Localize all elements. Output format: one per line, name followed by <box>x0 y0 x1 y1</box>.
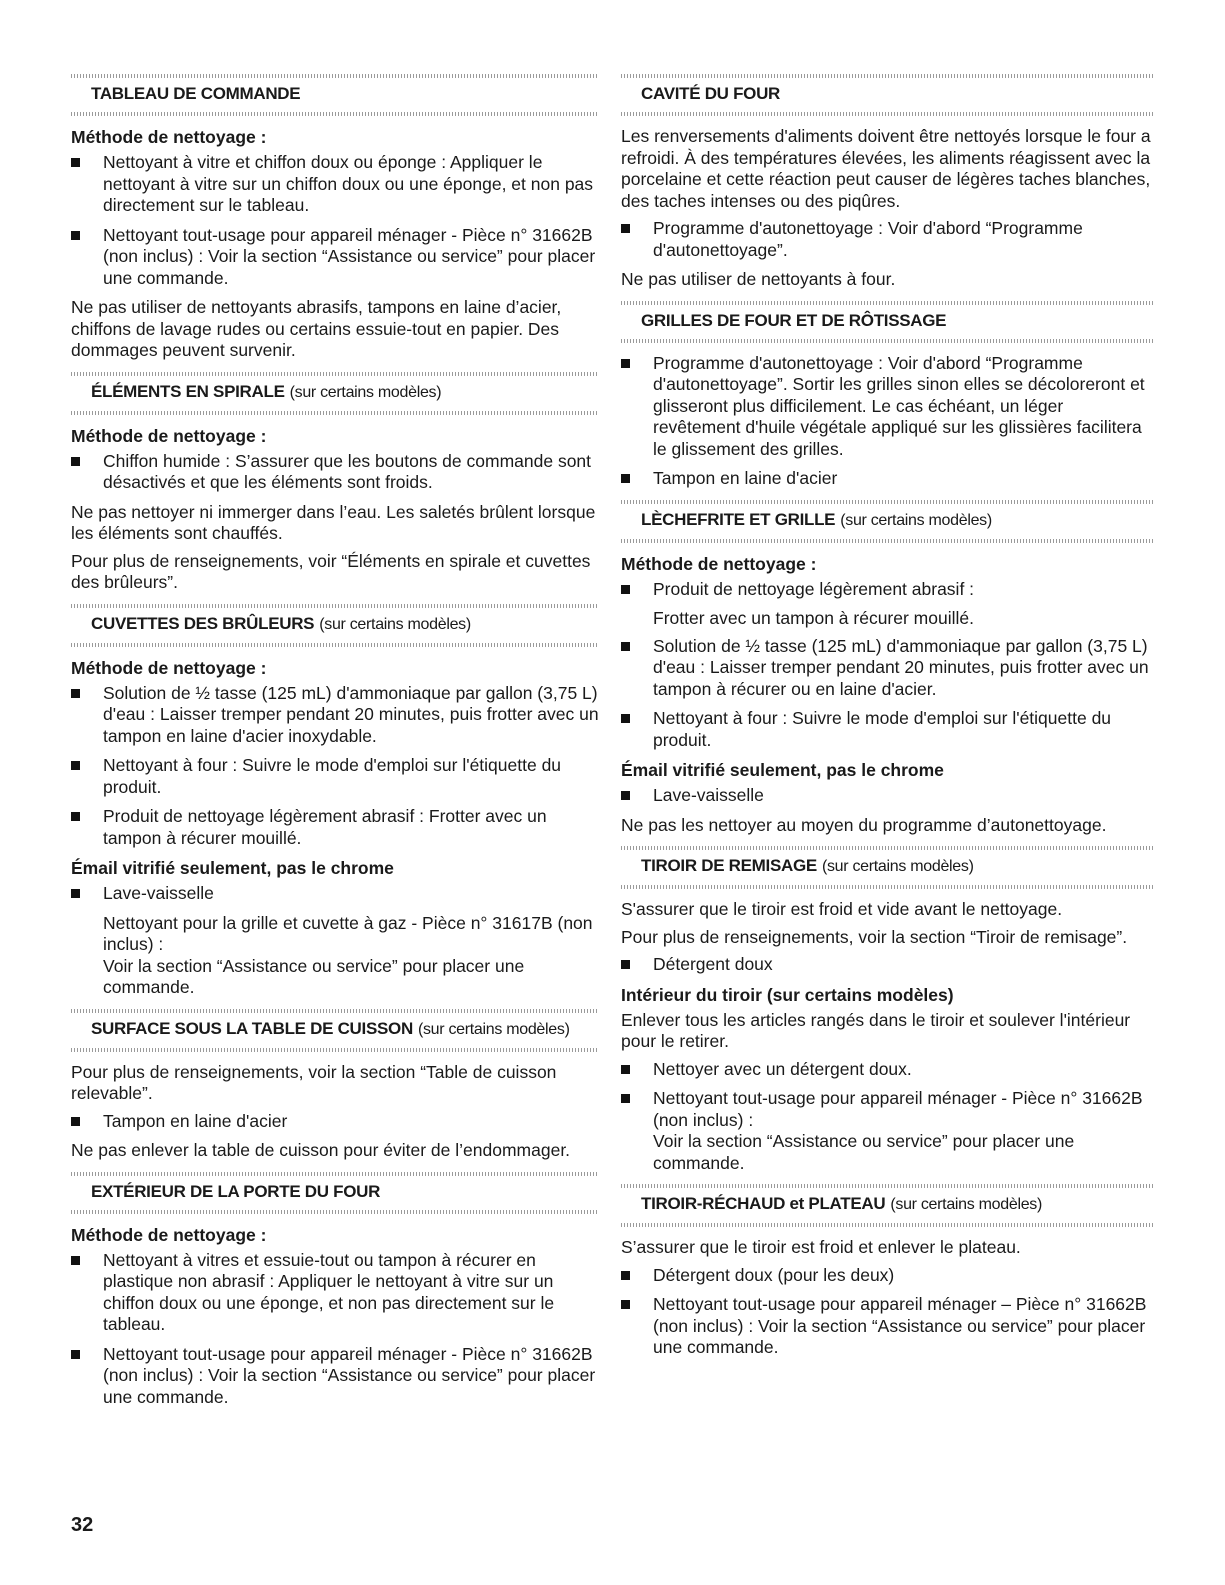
list-item: Solution de ½ tasse (125 mL) d'ammoniaque par gallon (3,75 L) d'eau : Laisser tremper pendant 20 minutes, puis frotter avec un tampon à récurer ou en laine d'acier. <box>621 636 1153 701</box>
continuation-text <box>71 913 599 999</box>
paragraph: Enlever tous les articles rangés dans le tiroir et soulever l'intérieur pour le retirer. <box>621 1009 1131 1051</box>
list-item: Nettoyant tout-usage pour appareil ménager – Pièce n° 31662B (non inclus) : Voir la section “Assistance ou service” pour placer une commande. <box>621 1294 1153 1359</box>
section-cavite-du-four <box>621 74 1153 291</box>
list-item: Tampon en laine d'acier <box>621 468 1153 490</box>
paragraph: Ne pas nettoyer ni immerger dans l’eau. Les saletés brûlent lorsque les éléments sont chauffés. <box>71 501 596 543</box>
continuation-line: Voir la section “Assistance ou service” pour placer une commande. <box>103 955 525 997</box>
interior-heading: Intérieur du tiroir (sur certains modèles) <box>621 984 954 1005</box>
list-item: Programme d'autonettoyage : Voir d'abord “Programme d'autonettoyage”. Sortir les grilles sinon elles se décoloreront et glisseront plus difficilement. Le cas échéant, un léger revêtement d'huile végétale appliqué sur les glissières facilitera le glissement des grilles. <box>621 353 1153 461</box>
list-item: Produit de nettoyage légèrement abrasif : <box>621 579 1153 601</box>
section-note: (sur certains modèles) <box>840 511 992 529</box>
list-item: Nettoyant à vitre et chiffon doux ou éponge : Appliquer le nettoyant à vitre sur un chiffon doux ou une éponge, et non pas directement sur le tableau. <box>71 152 599 217</box>
section-title: EXTÉRIEUR DE LA PORTE DU FOUR <box>91 1181 381 1201</box>
section-title: LÈCHEFRITE ET GRILLE <box>641 509 836 529</box>
section-header <box>71 1009 599 1052</box>
method-heading: Méthode de nettoyage : <box>621 553 817 574</box>
method-heading: Méthode de nettoyage : <box>71 657 267 678</box>
section-tableau-de-commande <box>71 74 599 362</box>
method-heading: Méthode de nettoyage : <box>71 425 267 446</box>
list-item: Chiffon humide : S’assurer que les boutons de commande sont désactivés et que les éléments sont froids. <box>71 451 599 494</box>
paragraph: Ne pas utiliser de nettoyants à four. <box>621 269 896 289</box>
section-lechefrite <box>621 500 1153 837</box>
section-surface-sous-table <box>71 1009 599 1162</box>
section-header <box>71 1172 599 1214</box>
section-header <box>621 500 1153 543</box>
list-item: Lave-vaisselle <box>71 883 599 905</box>
paragraph: Les renversements d'aliments doivent être nettoyés lorsque le four a refroidi. À des températures élevées, les aliments réagissent avec la porcelaine et cette réaction peut causer de légères taches blanches, des taches intenses ou des piqûres. <box>621 126 1151 211</box>
paragraph: Ne pas les nettoyer au moyen du programme d’autonettoyage. <box>621 814 1107 835</box>
section-tiroir-rechaud <box>621 1184 1153 1359</box>
section-title: ÉLÉMENTS EN SPIRALE <box>91 381 285 401</box>
section-header <box>621 74 1153 116</box>
list-item: Tampon en laine d'acier <box>71 1111 599 1133</box>
list-item: Produit de nettoyage légèrement abrasif : Frotter avec un tampon à récurer mouillé. <box>71 806 599 849</box>
bullet-list <box>71 451 599 494</box>
bullet-list <box>71 683 599 850</box>
section-header <box>621 301 1153 343</box>
list-item: Nettoyant à four : Suivre le mode d'emploi sur l'étiquette du produit. <box>621 708 1153 751</box>
bullet-list <box>621 218 1153 261</box>
section-title: TIROIR DE REMISAGE <box>641 856 817 875</box>
list-item: Détergent doux <box>621 954 1153 976</box>
continuation-line: Nettoyant pour la grille et cuvette à gaz - Pièce n° 31617B (non inclus) : <box>103 912 593 954</box>
list-item: Solution de ½ tasse (125 mL) d'ammoniaque par gallon (3,75 L) d'eau : Laisser tremper pendant 20 minutes, puis frotter avec un tampon en laine d'acier inoxydable. <box>71 683 599 748</box>
list-item-continuation: Voir la section “Assistance ou service” pour placer une commande. <box>653 1131 1075 1173</box>
page-number: 32 <box>71 1514 94 1536</box>
list-item: Lave-vaisselle <box>621 785 1153 807</box>
paragraph: Pour plus de renseignements, voir “Éléments en spirale et cuvettes des brûleurs”. <box>71 550 591 592</box>
list-item-text: Nettoyant tout-usage pour appareil ménager - Pièce n° 31662B (non inclus) : <box>653 1088 1143 1130</box>
continuation-text: Frotter avec un tampon à récurer mouillé. <box>653 608 974 628</box>
section-note: (sur certains modèles) <box>319 615 471 633</box>
section-note: (sur certains modèles) <box>890 1196 1043 1213</box>
paragraph: S'assurer que le tiroir est froid et vide avant le nettoyage. <box>621 899 1063 919</box>
section-header <box>621 846 1153 889</box>
bullet-list <box>621 353 1153 490</box>
section-elements-en-spirale <box>71 372 599 594</box>
section-title: TIROIR-RÉCHAUD et PLATEAU <box>641 1194 886 1213</box>
method-heading: Méthode de nettoyage : <box>71 127 267 147</box>
paragraph: S’assurer que le tiroir est froid et enlever le plateau. <box>621 1237 1021 1257</box>
bullet-list <box>621 954 1153 976</box>
section-title: GRILLES DE FOUR ET DE RÔTISSAGE <box>641 310 947 330</box>
bullet-list <box>621 1265 1153 1359</box>
paragraph: Ne pas enlever la table de cuisson pour éviter de l’endommager. <box>71 1140 571 1160</box>
bullet-list <box>71 1250 599 1409</box>
section-note: (sur certains modèles) <box>289 383 442 401</box>
bullet-list <box>71 1111 599 1133</box>
section-grilles <box>621 301 1153 490</box>
paragraph: Pour plus de renseignements, voir la section “Table de cuisson relevable”. <box>71 1061 557 1103</box>
section-note: (sur certains modèles) <box>821 858 974 875</box>
section-cuvettes-des-bruleurs <box>71 604 599 999</box>
section-header <box>621 1184 1153 1227</box>
section-header <box>71 604 599 647</box>
list-item: Nettoyant tout-usage pour appareil ménager - Pièce n° 31662B (non inclus) : Voir la section “Assistance ou service” pour placer une commande. <box>71 225 599 290</box>
bullet-list <box>71 883 599 905</box>
list-item: Nettoyant tout-usage pour appareil ménager - Pièce n° 31662B (non inclus) : Voir la section “Assistance ou service” pour placer une commande. <box>71 1344 599 1409</box>
list-item: Nettoyant à vitres et essuie-tout ou tampon à récurer en plastique non abrasif : Appliquer le nettoyant à vitre sur un chiffon doux ou une éponge, et non pas directement sur le tableau. <box>71 1250 599 1336</box>
bullet-list <box>621 1059 1153 1175</box>
section-tiroir-de-remisage <box>621 846 1153 1174</box>
left-column <box>71 64 599 1416</box>
right-column <box>621 64 1153 1367</box>
bullet-list <box>621 579 1153 601</box>
section-title: TABLEAU DE COMMANDE <box>91 84 301 103</box>
method-heading: Méthode de nettoyage : <box>71 1224 267 1245</box>
section-title: CUVETTES DES BRÛLEURS <box>91 613 315 633</box>
list-item: Nettoyant à four : Suivre le mode d'emploi sur l'étiquette du produit. <box>71 755 599 798</box>
list-item: Programme d'autonettoyage : Voir d'abord “Programme d'autonettoyage”. <box>621 218 1153 261</box>
paragraph: Pour plus de renseignements, voir la section “Tiroir de remisage”. <box>621 926 1128 947</box>
enamel-heading: Émail vitrifié seulement, pas le chrome <box>621 760 944 780</box>
list-item <box>621 1088 1153 1174</box>
section-header <box>71 372 599 415</box>
list-item: Nettoyer avec un détergent doux. <box>621 1059 1153 1081</box>
section-header <box>71 74 599 116</box>
section-exterieur-porte <box>71 1172 599 1409</box>
section-title: CAVITÉ DU FOUR <box>641 84 781 103</box>
enamel-heading: Émail vitrifié seulement, pas le chrome <box>71 858 394 878</box>
warning-paragraph: Ne pas utiliser de nettoyants abrasifs, tampons en laine d’acier, chiffons de lavage rudes ou certains essuie-tout en papier. Des dommages peuvent survenir. <box>71 297 562 360</box>
list-item: Détergent doux (pour les deux) <box>621 1265 1153 1287</box>
bullet-list <box>71 152 599 289</box>
section-note: (sur certains modèles) <box>417 1020 570 1038</box>
section-title: SURFACE SOUS LA TABLE DE CUISSON <box>91 1018 413 1038</box>
bullet-list <box>621 785 1153 807</box>
bullet-list <box>621 636 1153 752</box>
